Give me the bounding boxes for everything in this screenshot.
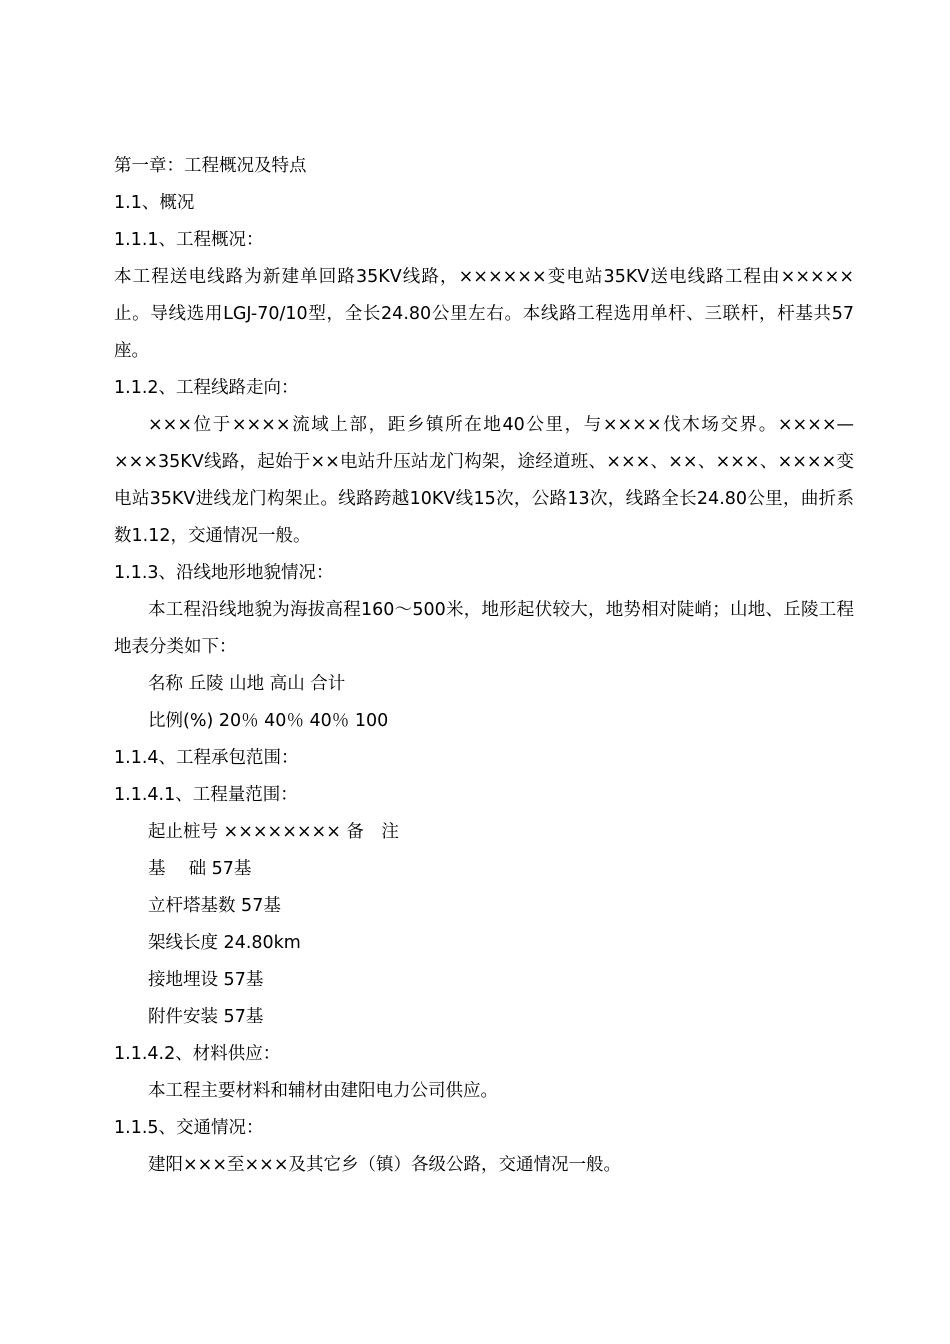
paragraph-material-supply: 本工程主要材料和辅材由建阳电力公司供应。	[148, 1081, 498, 1101]
scope-table-header: 起止桩号 ×××××××× 备 注	[148, 822, 399, 842]
scope-item-grounding: 接地埋设 57基	[148, 970, 264, 990]
document-body	[114, 148, 854, 1184]
section-heading-1-1-4-1: 1.1.4.1、工程量范围：	[114, 785, 298, 805]
paragraph-project-overview: 本工程送电线路为新建单回路35KV线路，××××××变电站35KV送电线路工程由×××××止。导线选用LGJ-70/10型，全长24.80公里左右。本线路工程选用单杆、三联杆，杆基共57座。	[114, 267, 854, 361]
paragraph-terrain: 本工程沿线地貌为海拔高程160～500米，地形起伏较大，地势相对陡峭；山地、丘陵工程地表分类如下：	[114, 600, 854, 657]
paragraph-traffic: 建阳×××至×××及其它乡（镇）各级公路，交通情况一般。	[148, 1155, 621, 1175]
terrain-table-header: 名称 丘陵 山地 高山 合计	[148, 674, 346, 694]
terrain-table-ratio: 比例(%) 20％ 40％ 40％ 100	[148, 711, 389, 731]
section-heading-1-1-3: 1.1.3、沿线地形地貌情况：	[114, 563, 334, 583]
section-heading-1-1-4: 1.1.4、工程承包范围：	[114, 748, 299, 768]
chapter-title: 第一章：工程概况及特点	[114, 156, 307, 176]
section-heading-1-1-1: 1.1.1、工程概况：	[114, 230, 264, 250]
section-heading-1-1: 1.1、概况	[114, 193, 195, 213]
section-heading-1-1-2: 1.1.2、工程线路走向：	[114, 378, 299, 398]
section-heading-1-1-5: 1.1.5、交通情况：	[114, 1118, 264, 1138]
scope-item-stringing-length: 架线长度 24.80km	[148, 933, 301, 953]
scope-item-foundation: 基 础 57基	[148, 859, 252, 879]
scope-item-fittings: 附件安装 57基	[148, 1007, 264, 1027]
scope-item-towers: 立杆塔基数 57基	[148, 896, 281, 916]
section-heading-1-1-4-2: 1.1.4.2、材料供应：	[114, 1044, 281, 1064]
paragraph-line-route: ×××位于××××流域上部，距乡镇所在地40公里，与××××伐木场交界。××××—×××35KV线路，起始于××电站升压站龙门构架，途经道班、×××、××、×××、××××变电站35KV进线龙门构架止。线路跨越10KV线15次，公路13次，线路全长24.80公里，曲折系数1.12，交通情况一般。	[114, 415, 854, 546]
